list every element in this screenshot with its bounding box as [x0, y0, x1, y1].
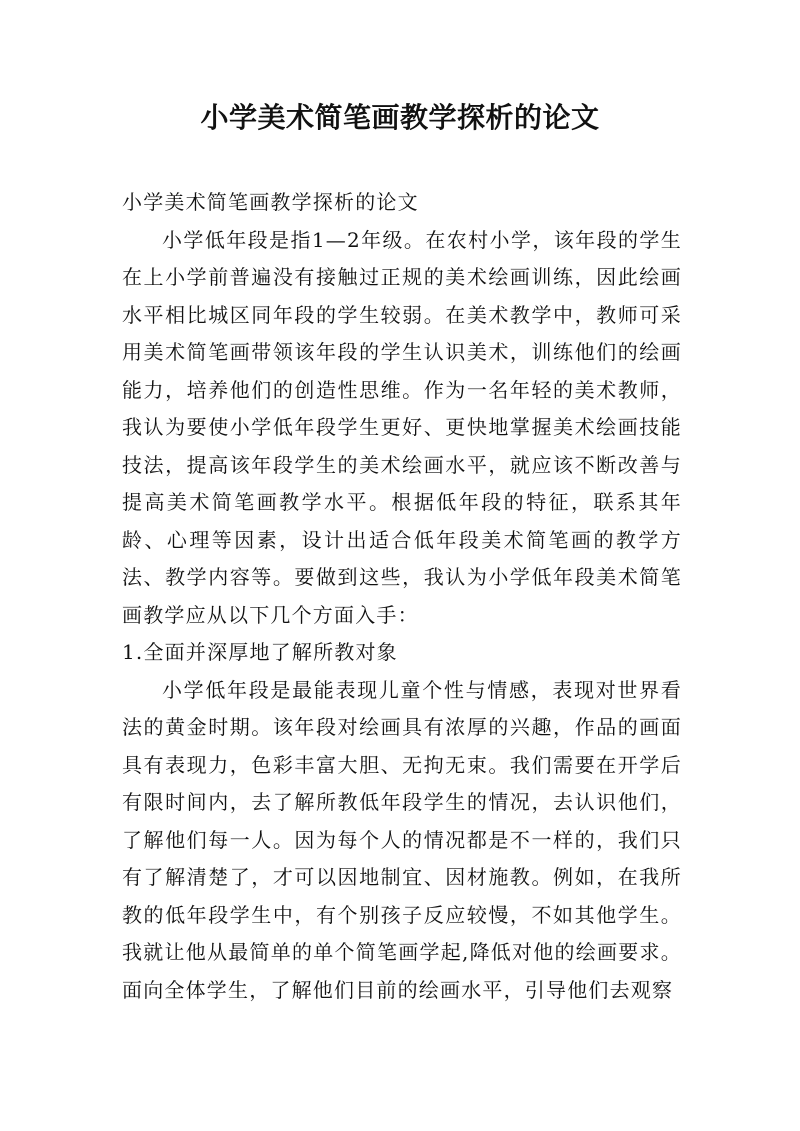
paragraph-repeat-title: 小学美术简笔画教学探析的论文 — [122, 190, 419, 214]
section-heading-1: 1.全面并深厚地了解所教对象 — [122, 640, 398, 664]
document-title: 小学美术简笔画教学探析的论文 — [200, 101, 600, 134]
document-body — [122, 184, 682, 1009]
paragraph-intro: 小学低年段是指1—2年级。在农村小学，该年段的学生在上小学前普遍没有接触过正规的美术绘画训练，因此绘画水平相比城区同年段的学生较弱。在美术教学中，教师可采用美术简笔画带领该年段的学生认识美术，训练他们的绘画能力，培养他们的创造性思维。作为一名年轻的美术教师，我认为要使小学低年段学生更好、更快地掌握美术绘画技能技法，提高该年段学生的美术绘画水平，就应该不断改善与提高美术简笔画教学水平。根据低年段的特征，联系其年龄、心理等因素，设计出适合低年段美术简笔画的教学方法、教学内容等。要做到这些，我认为小学低年段美术简笔画教学应从以下几个方面入手： — [122, 227, 682, 627]
paragraph-section-1: 小学低年段是最能表现儿童个性与情感，表现对世界看法的黄金时期。该年段对绘画具有浓厚的兴趣，作品的画面具有表现力，色彩丰富大胆、无拘无束。我们需要在开学后有限时间内，去了解所教低年段学生的情况，去认识他们，了解他们每一人。因为每个人的情况都是不一样的，我们只有了解清楚了，才可以因地制宜、因材施教。例如，在我所教的低年段学生中，有个别孩子反应较慢，不如其他学生。我就让他从最简单的单个简笔画学起,降低对他的绘画要求。面向全体学生，了解他们目前的绘画水平，引导他们去观察 — [122, 677, 682, 1002]
